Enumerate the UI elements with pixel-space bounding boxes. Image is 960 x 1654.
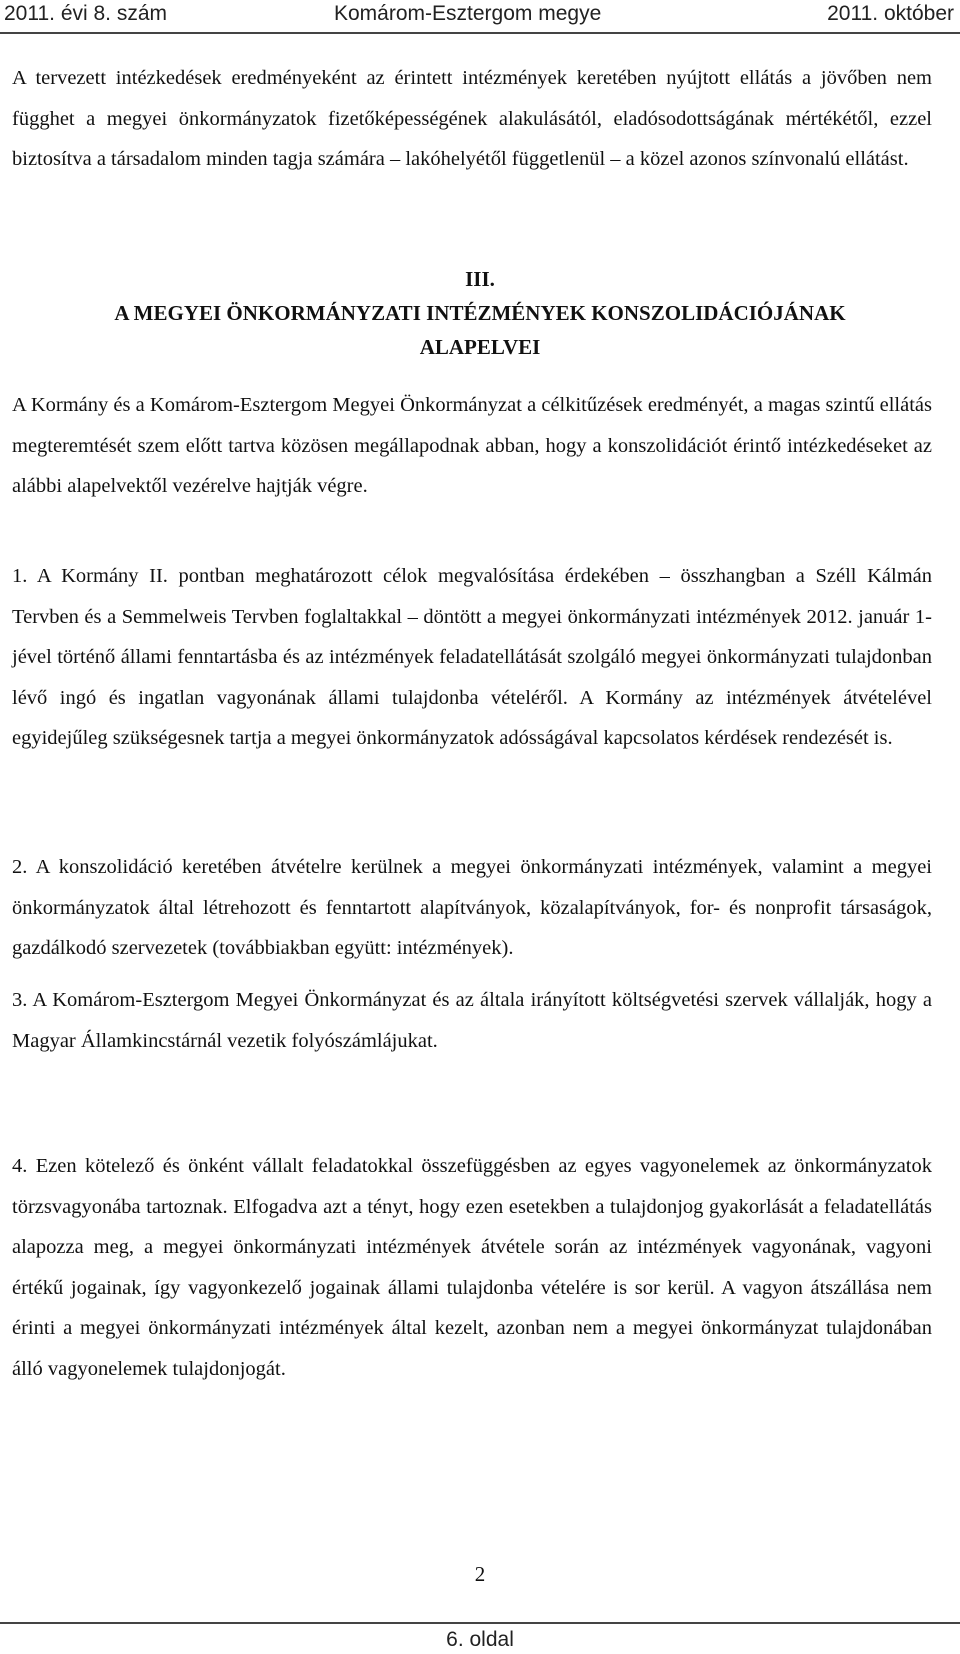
page-number: 2 [474, 1562, 486, 1586]
header-date: 2011. október [827, 2, 954, 25]
footer-page-label: 6. oldal [446, 1628, 514, 1651]
section-title: A MEGYEI ÖNKORMÁNYZATI INTÉZMÉNYEK KONSZOLIDÁCIÓJÁNAK [114, 301, 846, 325]
section-subtitle: ALAPELVEI [419, 335, 541, 359]
preamble-paragraph: A Kormány és a Komárom-Esztergom Megyei Önkormányzat a célkitűzések eredményét, a magas szintű ellátás megteremtését szem előtt tartva közösen megállapodnak abban, hogy a konszolidációt érintő intézkedéseket az alábbi alapelvektől vezérelve hajtják végre. [12, 394, 932, 497]
item-2-paragraph: 2. A konszolidáció keretében átvételre kerülnek a megyei önkormányzati intézmények, valamint a megyei önkormányzatok által létrehozott és fenntartott alapítványok, közalapítványok, for- és nonprofit társaságok, gazdálkodó szervezetek (továbbiakban együtt: intézmények). [12, 856, 932, 959]
intro-paragraph: A tervezett intézkedések eredményeként az érintett intézmények keretében nyújtott ellátás a jövőben nem függhet a megyei önkormányzatok fizetőképességének alakulásától, eladósodottságának mértékétől, ezzel biztosítva a társadalom minden tagja számára – lakóhelyétől függetlenül – a közel azonos színvonalú ellátást. [12, 67, 932, 170]
page-header [0, 0, 960, 30]
item-4-paragraph: 4. Ezen kötelező és önként vállalt feladatokkal összefüggésben az egyes vagyonelemek az önkormányzatok törzsvagyonába tartoznak. Elfogadva azt a tényt, hogy ezen esetekben a tulajdonjog gyakorlását a feladatellátás alapozza meg, a megyei önkormányzati intézmények átvétele során az intézmények vagyonának, vagyoni értékű jogainak, így vagyonkezelő jogainak állami tulajdonba vételére is sor kerül. A vagyon átszállása nem érinti a megyei önkormányzati intézmények által kezelt, azonban nem a megyei önkormányzat tulajdonában álló vagyonelemek tulajdonjogát. [12, 1155, 932, 1380]
item-3-paragraph: 3. A Komárom-Esztergom Megyei Önkormányzat és az általa irányított költségvetési szervek vállalják, hogy a Magyar Államkincstárnál vezetik folyószámlájukat. [12, 989, 932, 1052]
header-divider [0, 32, 960, 34]
footer-divider [0, 1622, 960, 1624]
header-county: Komárom-Esztergom megye [334, 2, 602, 25]
header-issue: 2011. évi 8. szám [4, 2, 168, 25]
item-1-paragraph: 1. A Kormány II. pontban meghatározott célok megvalósítása érdekében – összhangban a Széll Kálmán Tervben és a Semmelweis Tervben foglaltakkal – döntött a megyei önkormányzati intézmények 2012. január 1-jével történő állami fenntartásba és az intézmények feladatellátását szolgáló megyei önkormányzati tulajdonban lévő ingó és ingatlan vagyonának állami tulajdonba vételéről. A Kormány az intézmények átvételével egyidejűleg szükségesnek tartja a megyei önkormányzatok adósságával kapcsolatos kérdések rendezését is. [12, 565, 932, 749]
section-number: III. [465, 267, 495, 291]
